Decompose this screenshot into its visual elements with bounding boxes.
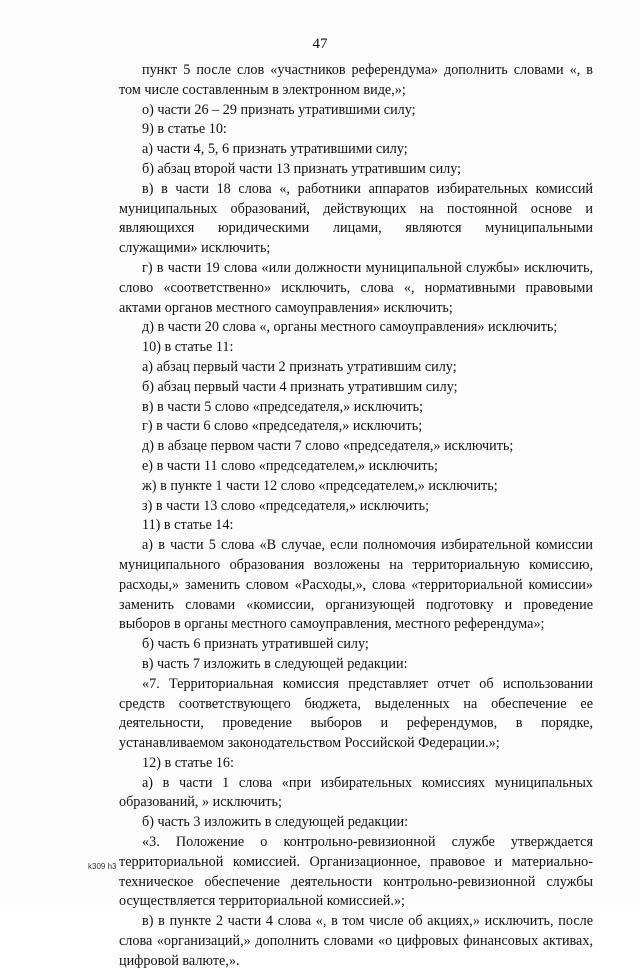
paragraph: б) абзац второй части 13 признать утратившим силу; <box>142 160 462 177</box>
paragraph: пункт 5 после слов «участников референдума» дополнить словами «, в том числе составленным в электронном виде,»; <box>119 62 593 98</box>
paragraph: в) часть 7 изложить в следующей редакции: <box>142 655 408 672</box>
paragraph: о) части 26 – 29 признать утратившими силу; <box>142 101 416 118</box>
paragraph: д) в абзаце первом части 7 слово «председателя,» исключить; <box>142 438 514 455</box>
paragraph: 10) в статье 11: <box>142 339 234 356</box>
document-body <box>119 61 593 972</box>
paragraph: е) в части 11 слово «председателем,» исключить; <box>142 457 438 474</box>
paragraph: а) в части 5 слова «В случае, если полномочия избирательной комиссии муниципального образования возложены на территориальную комиссию, расходы,» заменить словом «Расходы,», слова «территориальной комиссии» заменить словами «комиссии, организующей подготовку и проведение выборов в органы местного самоуправления, местного референдума»; <box>119 537 593 633</box>
paragraph: г) в части 6 слово «председателя,» исключить; <box>142 418 423 435</box>
paragraph: б) абзац первый части 4 признать утратившим силу; <box>142 378 458 395</box>
paragraph: «7. Территориальная комиссия представляет отчет об использовании средств соответствующего бюджета, выделенных на обеспечение ее деятельности, проведение выборов и референдумов, в порядке, устанавливаемом законодательством Российской Федерации.»; <box>119 675 593 752</box>
paragraph: а) части 4, 5, 6 признать утратившими силу; <box>142 141 408 158</box>
paragraph: а) в части 1 слова «при избирательных комиссиях муниципальных образований, » исключить; <box>119 774 593 811</box>
paragraph: в) в части 18 слова «, работники аппаратов избирательных комиссий муниципальных образований, действующих на постоянной основе и являющихся юридическими лицами, являются муниципальными служащими» исключить; <box>119 180 593 257</box>
paragraph: б) часть 6 признать утратившей силу; <box>142 636 369 653</box>
footer-code: k309 h3 <box>88 862 117 871</box>
page-number: 47 <box>312 36 328 52</box>
paragraph: 11) в статье 14: <box>142 517 234 534</box>
paragraph: 9) в статье 10: <box>142 121 227 138</box>
paragraph: г) в части 19 слова «или должности муниципальной службы» исключить, слово «соответственно» исключить, слова «, нормативными правовыми актами органов местного самоуправления» исключить; <box>119 259 593 316</box>
paragraph: в) в части 5 слово «председателя,» исключить; <box>142 398 424 415</box>
paragraph: ж) в пункте 1 части 12 слово «председателем,» исключить; <box>142 477 498 494</box>
paragraph: д) в части 20 слова «, органы местного самоуправления» исключить; <box>142 319 558 336</box>
paragraph: 12) в статье 16: <box>142 754 234 771</box>
paragraph: з) в части 13 слово «председателя,» исключить; <box>142 497 430 514</box>
paragraph: б) часть 3 изложить в следующей редакции: <box>142 814 409 831</box>
paragraph: а) абзац первый части 2 признать утратившим силу; <box>142 358 457 375</box>
paragraph: «3. Положение о контрольно-ревизионной службе утверждается территориальной комиссией. Организационное, правовое и материально-техническое обеспечение деятельности контрольно-ревизионной службы осуществляется территориальной комиссией.»; <box>119 834 593 910</box>
paragraph: в) в пункте 2 части 4 слова «, в том числе об акциях,» исключить, после слова «организаций,» дополнить словами «о цифровых финансовых активах, цифровой валюте,». <box>119 913 593 969</box>
